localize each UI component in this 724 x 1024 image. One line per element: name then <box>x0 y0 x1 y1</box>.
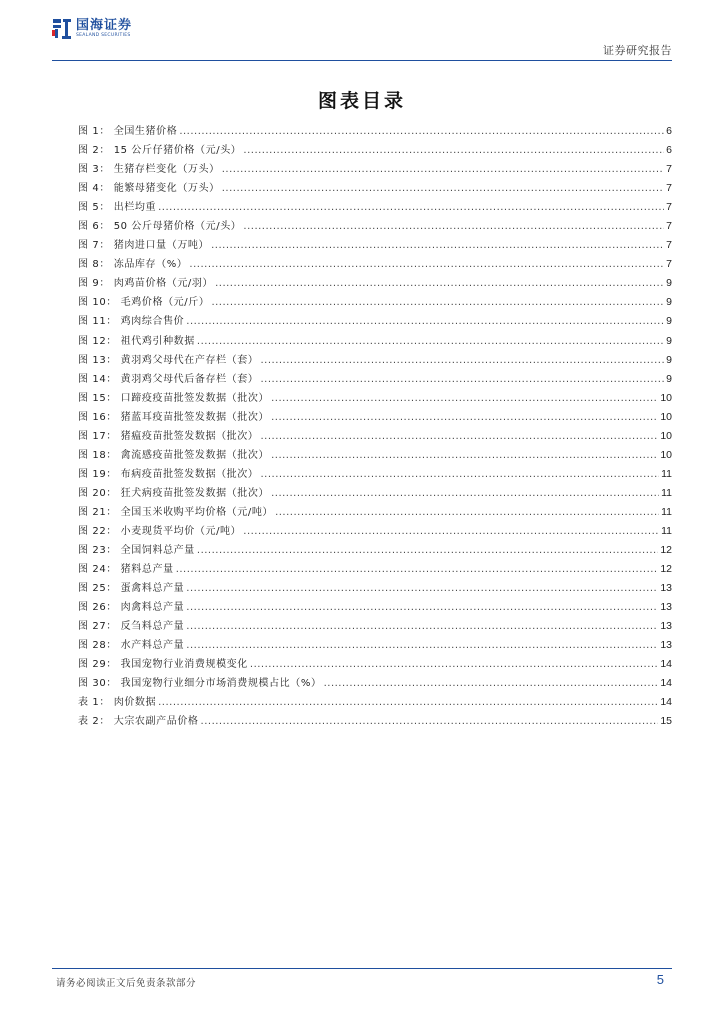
toc-entry[interactable] <box>78 712 672 731</box>
toc-entry-page: 10 <box>660 429 672 442</box>
toc-entry-page: 11 <box>661 486 672 499</box>
toc-entry-label: 图 2： 15 公斤仔猪价格（元/头） <box>78 145 242 157</box>
toc-entry-label: 表 2： 大宗农副产品价格 <box>78 716 199 728</box>
toc-entry[interactable] <box>78 617 672 636</box>
toc-dot-leader <box>260 370 664 389</box>
toc-entry[interactable] <box>78 217 672 236</box>
toc-entry[interactable] <box>78 446 672 465</box>
toc-entry-label: 图 20： 狂犬病疫苗批签发数据（批次） <box>78 487 270 499</box>
toc-entry-page: 13 <box>660 620 672 633</box>
toc-entry-label: 图 7： 猪肉进口量（万吨） <box>78 240 210 252</box>
toc-entry-label: 图 1： 全国生猪价格 <box>78 126 178 137</box>
toc-entry[interactable] <box>78 312 672 331</box>
header-divider <box>52 60 672 61</box>
toc-entry-label: 图 9： 肉鸡苗价格（元/羽） <box>78 278 214 290</box>
toc-entry-page: 10 <box>660 391 672 404</box>
toc-dot-leader <box>186 617 658 636</box>
toc-entry[interactable] <box>78 465 672 484</box>
toc-entry[interactable] <box>78 560 672 579</box>
toc-entry-label: 图 19： 布病疫苗批签发数据（批次） <box>78 468 259 480</box>
toc-entry-page: 7 <box>666 163 672 176</box>
toc-entry-label: 图 29： 我国宠物行业消费规模变化 <box>78 659 248 671</box>
brand-name-cn: 国海证券 <box>76 18 133 33</box>
toc-entry-page: 9 <box>666 372 672 385</box>
toc-entry[interactable] <box>78 427 672 446</box>
toc-entry-label: 图 16： 猪蓝耳疫苗批签发数据（批次） <box>78 411 270 423</box>
toc-entry-page: 12 <box>660 544 672 557</box>
toc-entry-label: 图 15： 口蹄疫疫苗批签发数据（批次） <box>78 392 270 404</box>
toc-dot-leader <box>324 674 659 693</box>
toc-entry-label: 图 21： 全国玉米收购平均价格（元/吨） <box>78 506 274 518</box>
toc-entry-page: 14 <box>660 677 672 690</box>
toc-entry-label: 图 14： 黄羽鸡父母代后备存栏（套） <box>78 373 259 385</box>
toc-entry-label: 图 10： 毛鸡价格（元/斤） <box>78 297 210 309</box>
toc-entry[interactable] <box>78 293 672 312</box>
toc-entry-page: 14 <box>660 658 672 671</box>
toc-entry-label: 图 6： 50 公斤母猪价格（元/头） <box>78 221 242 233</box>
report-type: 证券研究报告 <box>603 44 672 57</box>
toc-entry-label: 图 12： 祖代鸡引种数据 <box>78 335 195 347</box>
toc-entry-label: 图 28： 水产料总产量 <box>78 640 185 652</box>
toc-dot-leader <box>271 446 658 465</box>
toc-entry-label: 图 5： 出栏均重 <box>78 202 157 214</box>
toc-dot-leader <box>215 274 664 293</box>
toc-entry[interactable] <box>78 122 672 141</box>
toc-entry-page: 7 <box>666 220 672 233</box>
toc-dot-leader <box>186 312 664 331</box>
toc-dot-leader <box>186 579 658 598</box>
toc-entry-label: 图 27： 反刍料总产量 <box>78 621 185 633</box>
toc-entry[interactable] <box>78 274 672 293</box>
toc-entry-label: 图 23： 全国饲料总产量 <box>78 545 195 557</box>
toc-entry-label: 图 3： 生猪存栏变化（万头） <box>78 164 220 176</box>
page-header <box>0 0 724 62</box>
toc-dot-leader <box>211 293 664 312</box>
toc-dot-leader <box>158 198 664 217</box>
toc-entry-label: 图 26： 肉禽料总产量 <box>78 602 185 614</box>
page-number: 5 <box>656 972 664 987</box>
toc-entry-page: 15 <box>660 715 672 728</box>
toc-entry[interactable] <box>78 484 672 503</box>
toc-entry-page: 9 <box>666 334 672 347</box>
toc-entry-page: 11 <box>661 505 672 518</box>
toc-dot-leader <box>211 236 664 255</box>
toc-entry-label: 图 24： 猪料总产量 <box>78 564 174 576</box>
toc-dot-leader <box>189 255 664 274</box>
toc-entry-page: 7 <box>666 182 672 195</box>
toc-entry-page: 11 <box>661 524 672 537</box>
brand-name-en: SEALAND SECURITIES <box>76 33 131 38</box>
toc-dot-leader <box>243 141 664 160</box>
toc-entry-page: 7 <box>666 258 672 271</box>
toc-entry[interactable] <box>78 598 672 617</box>
toc-entry[interactable] <box>78 674 672 693</box>
toc-dot-leader <box>197 541 658 560</box>
toc-entry-label: 图 30： 我国宠物行业细分市场消费规模占比（%） <box>78 678 322 690</box>
toc-entry-page: 13 <box>660 582 672 595</box>
toc-entry[interactable] <box>78 389 672 408</box>
toc-entry-page: 9 <box>666 315 672 328</box>
toc-entry[interactable] <box>78 655 672 674</box>
toc-entry[interactable] <box>78 408 672 427</box>
toc-dot-leader <box>222 179 664 198</box>
toc-dot-leader <box>250 655 658 674</box>
toc-entry[interactable] <box>78 636 672 655</box>
toc-dot-leader <box>186 636 658 655</box>
page-title: 图表目录 <box>317 90 406 112</box>
toc-dot-leader <box>271 389 658 408</box>
toc-entry-label: 图 13： 黄羽鸡父母代在产存栏（套） <box>78 354 259 366</box>
toc-entry[interactable] <box>78 351 672 370</box>
toc-entry[interactable] <box>78 541 672 560</box>
footer-divider <box>52 968 672 969</box>
toc-entry-label: 图 4： 能繁母猪变化（万头） <box>78 183 220 195</box>
toc-dot-leader <box>176 560 659 579</box>
toc-entry[interactable] <box>78 160 672 179</box>
toc-entry-page: 12 <box>660 563 672 576</box>
toc-entry[interactable] <box>78 579 672 598</box>
toc-entry-label: 图 18： 禽流感疫苗批签发数据（批次） <box>78 449 270 461</box>
toc-dot-leader <box>275 503 659 522</box>
toc-entry-page: 9 <box>666 277 672 290</box>
toc-dot-leader <box>243 217 664 236</box>
toc-dot-leader <box>260 465 659 484</box>
toc-entry[interactable] <box>78 198 672 217</box>
brand-logo <box>52 18 132 40</box>
toc-entry-page: 13 <box>660 639 672 652</box>
toc-dot-leader <box>260 351 664 370</box>
toc-entry-page: 6 <box>666 125 672 137</box>
toc-dot-leader <box>201 712 659 731</box>
toc-dot-leader <box>179 122 664 141</box>
toc-entry[interactable] <box>78 503 672 522</box>
toc-entry[interactable] <box>78 179 672 198</box>
toc-entry-label: 图 11： 鸡肉综合售价 <box>78 316 185 328</box>
toc-entry-page: 9 <box>666 353 672 366</box>
toc-entry-page: 10 <box>660 410 672 423</box>
toc-dot-leader <box>186 598 658 617</box>
toc-entry-page: 6 <box>666 144 672 157</box>
toc-entry-label: 表 1： 肉价数据 <box>78 697 157 709</box>
toc-dot-leader <box>271 484 659 503</box>
toc-entry-page: 9 <box>666 296 672 309</box>
toc-entry-label: 图 25： 蛋禽料总产量 <box>78 583 185 595</box>
toc-entry-page: 7 <box>666 239 672 252</box>
toc-entry[interactable] <box>78 141 672 160</box>
toc-entry-page: 7 <box>666 201 672 214</box>
toc-entry-page: 11 <box>661 467 672 480</box>
toc-entry-page: 10 <box>660 448 672 461</box>
toc-entry[interactable] <box>78 332 672 351</box>
toc-dot-leader <box>260 427 658 446</box>
disclaimer-note: 请务必阅读正文后免责条款部分 <box>56 978 197 989</box>
toc-entry[interactable] <box>78 522 672 541</box>
toc-entry-page: 13 <box>660 601 672 614</box>
toc-entry[interactable] <box>78 236 672 255</box>
toc-entry-label: 图 8： 冻品库存（%） <box>78 259 188 271</box>
table-of-figures <box>78 122 672 732</box>
toc-dot-leader <box>222 160 664 179</box>
toc-dot-leader <box>197 332 664 351</box>
toc-dot-leader <box>243 522 659 541</box>
toc-dot-leader <box>158 693 658 712</box>
toc-entry-label: 图 17： 猪瘟疫苗批签发数据（批次） <box>78 430 259 442</box>
toc-entry[interactable] <box>78 370 672 389</box>
toc-entry-page: 14 <box>660 696 672 709</box>
sealand-logo-icon <box>52 18 72 40</box>
toc-entry-label: 图 22： 小麦现货平均价（元/吨） <box>78 525 242 537</box>
toc-entry[interactable] <box>78 693 672 712</box>
toc-entry[interactable] <box>78 255 672 274</box>
toc-dot-leader <box>271 408 658 427</box>
